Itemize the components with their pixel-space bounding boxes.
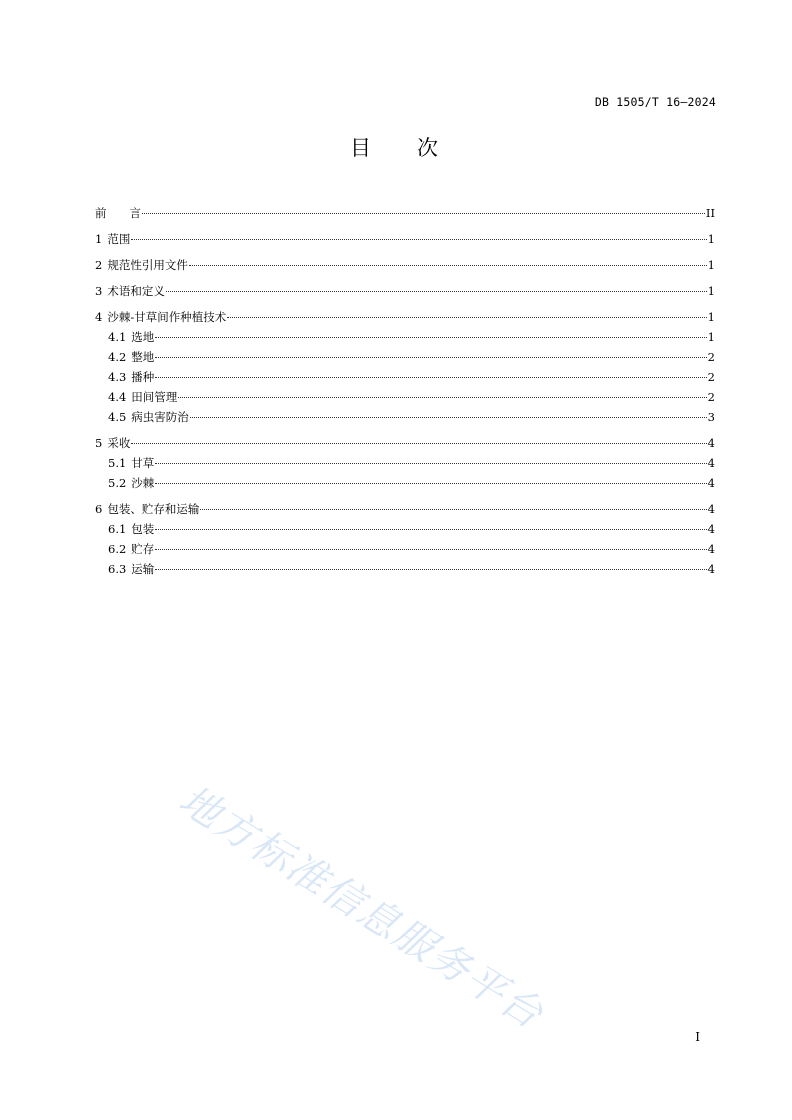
toc-entry[interactable]	[95, 473, 715, 493]
toc-entry-number: 4.1	[108, 330, 127, 344]
toc-entry-label: 采收	[107, 436, 131, 450]
toc-leader-dots	[142, 212, 705, 214]
toc-entry-label: 播种	[131, 370, 155, 384]
toc-entry-number: 4.2	[108, 350, 127, 364]
toc-title-right: 次	[417, 136, 442, 160]
toc-entry-label: 运输	[131, 562, 155, 576]
toc-leader-dots	[155, 462, 706, 464]
toc-leader-dots	[155, 528, 706, 530]
toc-entry-page: 4	[707, 436, 715, 450]
toc-group	[95, 255, 715, 275]
toc-title	[0, 132, 792, 162]
toc-entry-number: 6.2	[108, 542, 127, 556]
toc-leader-dots	[131, 238, 706, 240]
toc-entry[interactable]	[95, 307, 715, 327]
toc-entry-page: 1	[707, 310, 715, 324]
toc-entry-label: 选地	[131, 330, 155, 344]
toc-entry-number: 4	[95, 310, 103, 324]
toc-entry-label: 沙棘-甘草间作种植技术	[107, 310, 227, 324]
watermark: 地方标准信息服务平台	[170, 776, 552, 1039]
toc-entry-label: 田间管理	[131, 390, 178, 404]
toc-entry-page: 4	[707, 522, 715, 536]
toc-leader-dots	[166, 290, 707, 292]
toc-entry-page: 4	[707, 562, 715, 576]
toc-entry-page: 1	[707, 258, 715, 272]
toc-group	[95, 499, 715, 579]
toc-entry-number: 6	[95, 502, 103, 516]
toc-entry-page: 2	[707, 370, 715, 384]
toc-entry-page: 2	[707, 390, 715, 404]
toc-entry-number: 1	[95, 232, 103, 246]
toc-entry-label: 包装、贮存和运输	[107, 502, 200, 516]
toc-entry[interactable]	[95, 387, 715, 407]
toc-entry-number: 5.2	[108, 476, 127, 490]
toc-leader-dots	[155, 482, 706, 484]
toc-entry-number: 2	[95, 258, 103, 272]
toc-entry-label: 术语和定义	[107, 284, 165, 298]
toc-group	[95, 307, 715, 427]
toc-entry-page: II	[705, 206, 715, 220]
toc-leader-dots	[155, 356, 706, 358]
toc-entry-page: 3	[707, 410, 715, 424]
toc-entry-label: 范围	[107, 232, 131, 246]
toc-leader-dots	[189, 264, 707, 266]
toc-entry[interactable]	[95, 367, 715, 387]
toc-entry-label: 病虫害防治	[131, 410, 189, 424]
page-number: I	[695, 1030, 700, 1044]
toc-entry-page: 4	[707, 502, 715, 516]
toc-entry-number: 5	[95, 436, 103, 450]
toc-entry-number: 4.4	[108, 390, 127, 404]
toc-group	[95, 203, 715, 223]
toc-entry[interactable]	[95, 203, 715, 223]
toc-entry[interactable]	[95, 453, 715, 473]
toc-title-left: 目	[350, 136, 375, 160]
toc-leader-dots	[178, 396, 706, 398]
toc-entry-number: 6.3	[108, 562, 127, 576]
toc-entry-page: 4	[707, 456, 715, 470]
toc-entry-number: 4.5	[108, 410, 127, 424]
toc-entry-label: 甘草	[131, 456, 155, 470]
toc-entry[interactable]	[95, 519, 715, 539]
toc-entry[interactable]	[95, 229, 715, 249]
toc-leader-dots	[155, 336, 706, 338]
toc-leader-dots	[131, 442, 706, 444]
toc-entry-page: 1	[707, 284, 715, 298]
toc-group	[95, 281, 715, 301]
toc-entry-number: 5.1	[108, 456, 127, 470]
toc-entry[interactable]	[95, 559, 715, 579]
toc-entry-label: 整地	[131, 350, 155, 364]
table-of-contents	[95, 203, 715, 585]
toc-leader-dots	[155, 548, 706, 550]
toc-entry[interactable]	[95, 499, 715, 519]
toc-entry-label: 包装	[131, 522, 155, 536]
toc-entry[interactable]	[95, 327, 715, 347]
toc-entry-page: 1	[707, 232, 715, 246]
toc-entry-label: 规范性引用文件	[107, 258, 188, 272]
toc-entry-label: 沙棘	[131, 476, 155, 490]
toc-leader-dots	[200, 508, 706, 510]
toc-entry[interactable]	[95, 433, 715, 453]
toc-entry-number: 3	[95, 284, 103, 298]
toc-group	[95, 433, 715, 493]
toc-entry[interactable]	[95, 255, 715, 275]
toc-entry-page: 2	[707, 350, 715, 364]
toc-entry-page: 1	[707, 330, 715, 344]
toc-leader-dots	[227, 316, 706, 318]
toc-entry[interactable]	[95, 347, 715, 367]
toc-entry-label: 贮存	[131, 542, 155, 556]
document-code: DB 1505/T 16—2024	[594, 95, 716, 109]
toc-entry[interactable]	[95, 407, 715, 427]
toc-leader-dots	[190, 416, 707, 418]
toc-entry[interactable]	[95, 539, 715, 559]
toc-leader-dots	[155, 376, 706, 378]
toc-group	[95, 229, 715, 249]
toc-entry-number: 6.1	[108, 522, 127, 536]
toc-entry-page: 4	[707, 476, 715, 490]
toc-entry-number: 4.3	[108, 370, 127, 384]
toc-entry-label: 前 言	[95, 206, 141, 220]
toc-entry[interactable]	[95, 281, 715, 301]
toc-leader-dots	[155, 568, 706, 570]
toc-entry-page: 4	[707, 542, 715, 556]
